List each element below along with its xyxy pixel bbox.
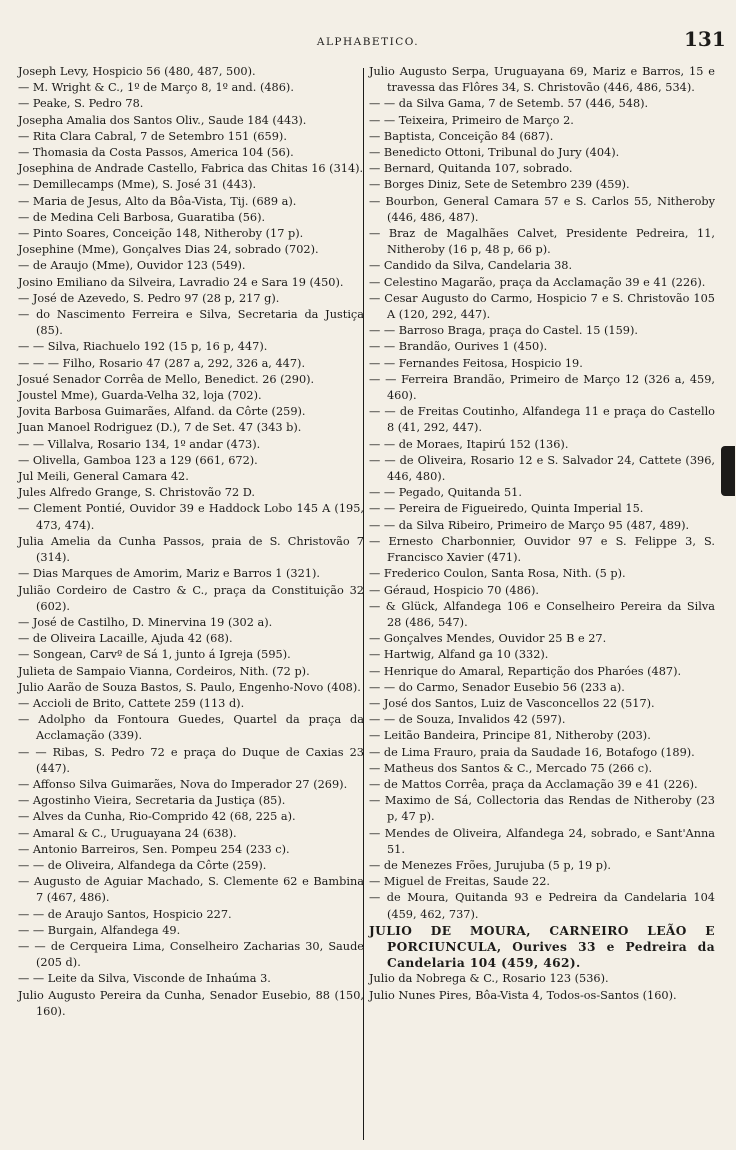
- directory-entry: — Amaral & C., Uruguayana 24 (638).: [18, 826, 237, 840]
- directory-entry: Julio Augusto Pereira da Cunha, Senador Eusebio, 88 (150, 160).: [18, 988, 364, 1018]
- directory-entry: Josino Emiliano da Silveira, Lavradio 24 e Sara 19 (450).: [18, 275, 344, 289]
- directory-entry: — — de Freitas Coutinho, Alfandega 11 e praça do Castello 8 (41, 292, 447).: [369, 405, 715, 435]
- directory-entry: — — de Moraes, Itapirú 152 (136).: [369, 437, 569, 451]
- directory-entry: — Accioli de Brito, Cattete 259 (113 d).: [18, 696, 245, 710]
- directory-entry: — — da Silva Gama, 7 de Setemb. 57 (446, 548).: [369, 97, 649, 111]
- directory-entry: — Dias Marques de Amorim, Mariz e Barros 1 (321).: [18, 567, 320, 581]
- directory-entry: — Rita Clara Cabral, 7 de Setembro 151 (659).: [18, 129, 287, 143]
- directory-entry: — de Moura, Quitanda 93 e Pedreira da Candelaria 104 (459, 462, 737).: [369, 891, 715, 921]
- directory-entry: Jovita Barbosa Guimarães, Alfand. da Côrte (259).: [18, 405, 306, 419]
- directory-entry: — — Barroso Braga, praça do Castel. 15 (159).: [369, 324, 638, 338]
- directory-entry: — Candido da Silva, Candelaria 38.: [369, 259, 573, 273]
- directory-entry: — — Pereira de Figueiredo, Quinta Imperial 15.: [369, 502, 644, 516]
- directory-entry: — — Fernandes Feitosa, Hospicio 19.: [369, 356, 583, 370]
- directory-entry: Josué Senador Corrêa de Mello, Benedict. 26 (290).: [18, 372, 315, 386]
- directory-entry: — Mendes de Oliveira, Alfandega 24, sobrado, e Sant'Anna 51.: [369, 826, 715, 856]
- running-header: ALPHABETICO.: [316, 36, 420, 48]
- bold-entry: JULIO DE MOURA, CARNEIRO LEÃO E PORCIUNCULA, Ourives 33 e Pedreira da Candelaria 104 (459, 462).: [369, 923, 715, 971]
- directory-entry: — Celestino Magarão, praça da Acclamação 39 e 41 (226).: [369, 275, 706, 289]
- directory-entry: — — de Oliveira, Alfandega da Côrte (259).: [18, 858, 267, 872]
- directory-entry: — José de Castilho, D. Minervina 19 (302 a).: [18, 615, 273, 629]
- directory-entry: — Leitão Bandeira, Principe 81, Nitheroby (203).: [369, 729, 651, 743]
- directory-entry: — — Ferreira Brandão, Primeiro de Março 12 (326 a, 459, 460).: [369, 372, 715, 403]
- directory-entry: — de Menezes Frões, Jurujuba (5 p, 19 p).: [369, 858, 611, 872]
- directory-entry: — Alves da Cunha, Rio-Comprido 42 (68, 225 a).: [18, 810, 296, 824]
- directory-entry: — Ernesto Charbonnier, Ouvidor 97 e S. Felippe 3, S. Francisco Xavier (471).: [369, 534, 715, 565]
- directory-entry: — — Villalva, Rosario 134, 1º andar (473).: [18, 437, 261, 451]
- directory-entry: Josephine (Mme), Gonçalves Dias 24, sobrado (702).: [18, 243, 319, 257]
- directory-entry: Julio Nunes Pires, Bôa-Vista 4, Todos-os-Santos (160).: [369, 988, 677, 1002]
- directory-entry: — Adolpho da Fontoura Guedes, Quartel da praça da Acclamação (339).: [18, 713, 364, 743]
- directory-entry: — — de Cerqueira Lima, Conselheiro Zacharias 30, Saude (205 d).: [18, 939, 364, 970]
- directory-entry: — Maximo de Sá, Collectoria das Rendas de Nitheroby (23 p, 47 p).: [369, 794, 715, 824]
- directory-entry: Joseph Levy, Hospicio 56 (480, 487, 500).: [18, 65, 256, 78]
- directory-entry: — Affonso Silva Guimarães, Nova do Imperador 27 (269).: [18, 777, 348, 791]
- directory-entry: — de Oliveira Lacaille, Ajuda 42 (68).: [18, 632, 233, 646]
- directory-entry: — M. Wright & C., 1º de Março 8, 1º and. (486).: [18, 81, 294, 95]
- directory-entry: — — da Silva Ribeiro, Primeiro de Março 95 (487, 489).: [369, 518, 690, 532]
- directory-entry: — Braz de Magalhães Calvet, Presidente Pedreira, 11, Nitheroby (16 p, 48 p, 66 p).: [369, 227, 715, 257]
- directory-entry: — Frederico Coulon, Santa Rosa, Nith. (5 p).: [369, 567, 626, 581]
- left-column: [18, 64, 364, 1020]
- directory-entry: — de Medina Celi Barbosa, Guaratiba (56).: [18, 210, 266, 224]
- directory-entry: — — Leite da Silva, Visconde de Inhaúma 3.: [18, 972, 271, 986]
- directory-entry: — Benedicto Ottoni, Tribunal do Jury (404).: [369, 146, 620, 160]
- directory-entry: — de Araujo (Mme), Ouvidor 123 (549).: [18, 259, 246, 273]
- directory-entry: — Maria de Jesus, Alto da Bôa-Vista, Tij. (689 a).: [18, 194, 297, 208]
- directory-entry: — Agostinho Vieira, Secretaria da Justiça (85).: [18, 794, 286, 808]
- directory-entry: — — Brandão, Ourives 1 (450).: [369, 340, 548, 354]
- directory-entry: — Henrique do Amaral, Repartição dos Pharóes (487).: [369, 664, 682, 678]
- directory-entry: — de Mattos Corrêa, praça da Acclamação 39 e 41 (226).: [369, 777, 698, 791]
- directory-entry: Josepha Amalia dos Santos Oliv., Saude 184 (443).: [18, 113, 307, 127]
- directory-entry: — Thomasia da Costa Passos, America 104 (56).: [18, 146, 294, 160]
- directory-entry: Joustel Mme), Guarda-Velha 32, loja (702).: [18, 389, 262, 403]
- right-column: [369, 64, 715, 1004]
- directory-entry: — — Pegado, Quitanda 51.: [369, 486, 522, 500]
- directory-entry: — & Glück, Alfandega 106 e Conselheiro Pereira da Silva 28 (486, 547).: [369, 599, 715, 629]
- page-number: 131: [684, 27, 726, 51]
- directory-entry: — de Lima Frauro, praia da Saudade 16, Botafogo (189).: [369, 745, 695, 759]
- directory-entry: — Augusto de Aguiar Machado, S. Clemente 62 e Bambina 7 (467, 486).: [18, 875, 364, 905]
- directory-entry: — — de Souza, Invalidos 42 (597).: [369, 713, 566, 727]
- right-column-entries: [369, 64, 715, 923]
- directory-entry: Julio Aarão de Souza Bastos, S. Paulo, Engenho-Novo (408).: [18, 680, 361, 694]
- directory-entry: Julio Augusto Serpa, Uruguayana 69, Mariz e Barros, 15 e travessa das Flôres 34, S. Christovão (446, 486, 534).: [369, 65, 715, 95]
- directory-entry: Josephina de Andrade Castello, Fabrica das Chitas 16 (314).: [18, 162, 364, 176]
- directory-entry: — Antonio Barreiros, Sen. Pompeu 254 (233 c).: [18, 842, 290, 856]
- directory-entry: — Baptista, Conceição 84 (687).: [369, 129, 554, 143]
- directory-entry: — — Teixeira, Primeiro de Março 2.: [369, 113, 574, 127]
- directory-entry: Jul Meili, General Camara 42.: [18, 470, 189, 484]
- directory-entry: Julieta de Sampaio Vianna, Cordeiros, Nith. (72 p).: [18, 664, 310, 678]
- directory-entry: — Cesar Augusto do Carmo, Hospicio 7 e S. Christovão 105 A (120, 292, 447).: [369, 291, 715, 322]
- directory-entry: Julia Amelia da Cunha Passos, praia de S. Christovão 7 (314).: [18, 534, 364, 565]
- directory-entry: — Matheus dos Santos & C., Mercado 75 (266 c).: [369, 761, 653, 775]
- directory-entry: Julião Cordeiro de Castro & C., praça da Constituição 32 (602).: [18, 583, 364, 613]
- right-column-tail: [369, 971, 715, 1003]
- directory-entry: — Miguel de Freitas, Saude 22.: [369, 875, 550, 889]
- directory-entry: — Clement Pontié, Ouvidor 39 e Haddock Lobo 145 A (195, 473, 474).: [18, 502, 364, 532]
- directory-entry: — Songean, Carvº de Sá 1, junto á Igreja (595).: [18, 648, 291, 662]
- directory-entry: — — — Filho, Rosario 47 (287 a, 292, 326 a, 447).: [18, 356, 306, 370]
- directory-entry: — Bourbon, General Camara 57 e S. Carlos 55, Nitheroby (446, 486, 487).: [369, 194, 715, 224]
- directory-entry: — — do Carmo, Senador Eusebio 56 (233 a).: [369, 680, 625, 694]
- directory-entry: — Demillecamps (Mme), S. José 31 (443).: [18, 178, 257, 192]
- directory-entry: — — Silva, Riachuelo 192 (15 p, 16 p, 447).: [18, 340, 268, 354]
- directory-entry: — — de Oliveira, Rosario 12 e S. Salvador 24, Cattete (396, 446, 480).: [369, 453, 715, 484]
- directory-entry: Jules Alfredo Grange, S. Christovão 72 D.: [18, 486, 255, 500]
- edge-thumb-mark: [721, 446, 735, 496]
- directory-entry: — do Nascimento Ferreira e Silva, Secretaria da Justiça (85).: [18, 308, 364, 338]
- directory-entry: — José de Azevedo, S. Pedro 97 (28 p, 217 g).: [18, 291, 280, 305]
- directory-entry: — Olivella, Gamboa 123 a 129 (661, 672).: [18, 453, 258, 467]
- directory-entry: — José dos Santos, Luiz de Vasconcellos 22 (517).: [369, 696, 655, 710]
- directory-entry: Julio da Nobrega & C., Rosario 123 (536).: [369, 972, 609, 986]
- directory-entry: Juan Manoel Rodriguez (D.), 7 de Set. 47 (343 b).: [18, 421, 302, 435]
- directory-entry: — — Ribas, S. Pedro 72 e praça do Duque de Caxias 23 (447).: [18, 745, 364, 775]
- directory-entry: — Gonçalves Mendes, Ouvidor 25 B e 27.: [369, 632, 607, 646]
- directory-entry: — — Burgain, Alfandega 49.: [18, 923, 181, 937]
- directory-entry: — — de Araujo Santos, Hospicio 227.: [18, 907, 232, 921]
- directory-entry: — Pinto Soares, Conceição 148, Nitheroby (17 p).: [18, 227, 304, 241]
- directory-entry: — Bernard, Quitanda 107, sobrado.: [369, 162, 573, 176]
- directory-entry: — Hartwig, Alfand ga 10 (332).: [369, 648, 549, 662]
- directory-entry: — Géraud, Hospicio 70 (486).: [369, 583, 539, 597]
- directory-entry: — Borges Diniz, Sete de Setembro 239 (459).: [369, 178, 630, 192]
- directory-entry: — Peake, S. Pedro 78.: [18, 97, 144, 111]
